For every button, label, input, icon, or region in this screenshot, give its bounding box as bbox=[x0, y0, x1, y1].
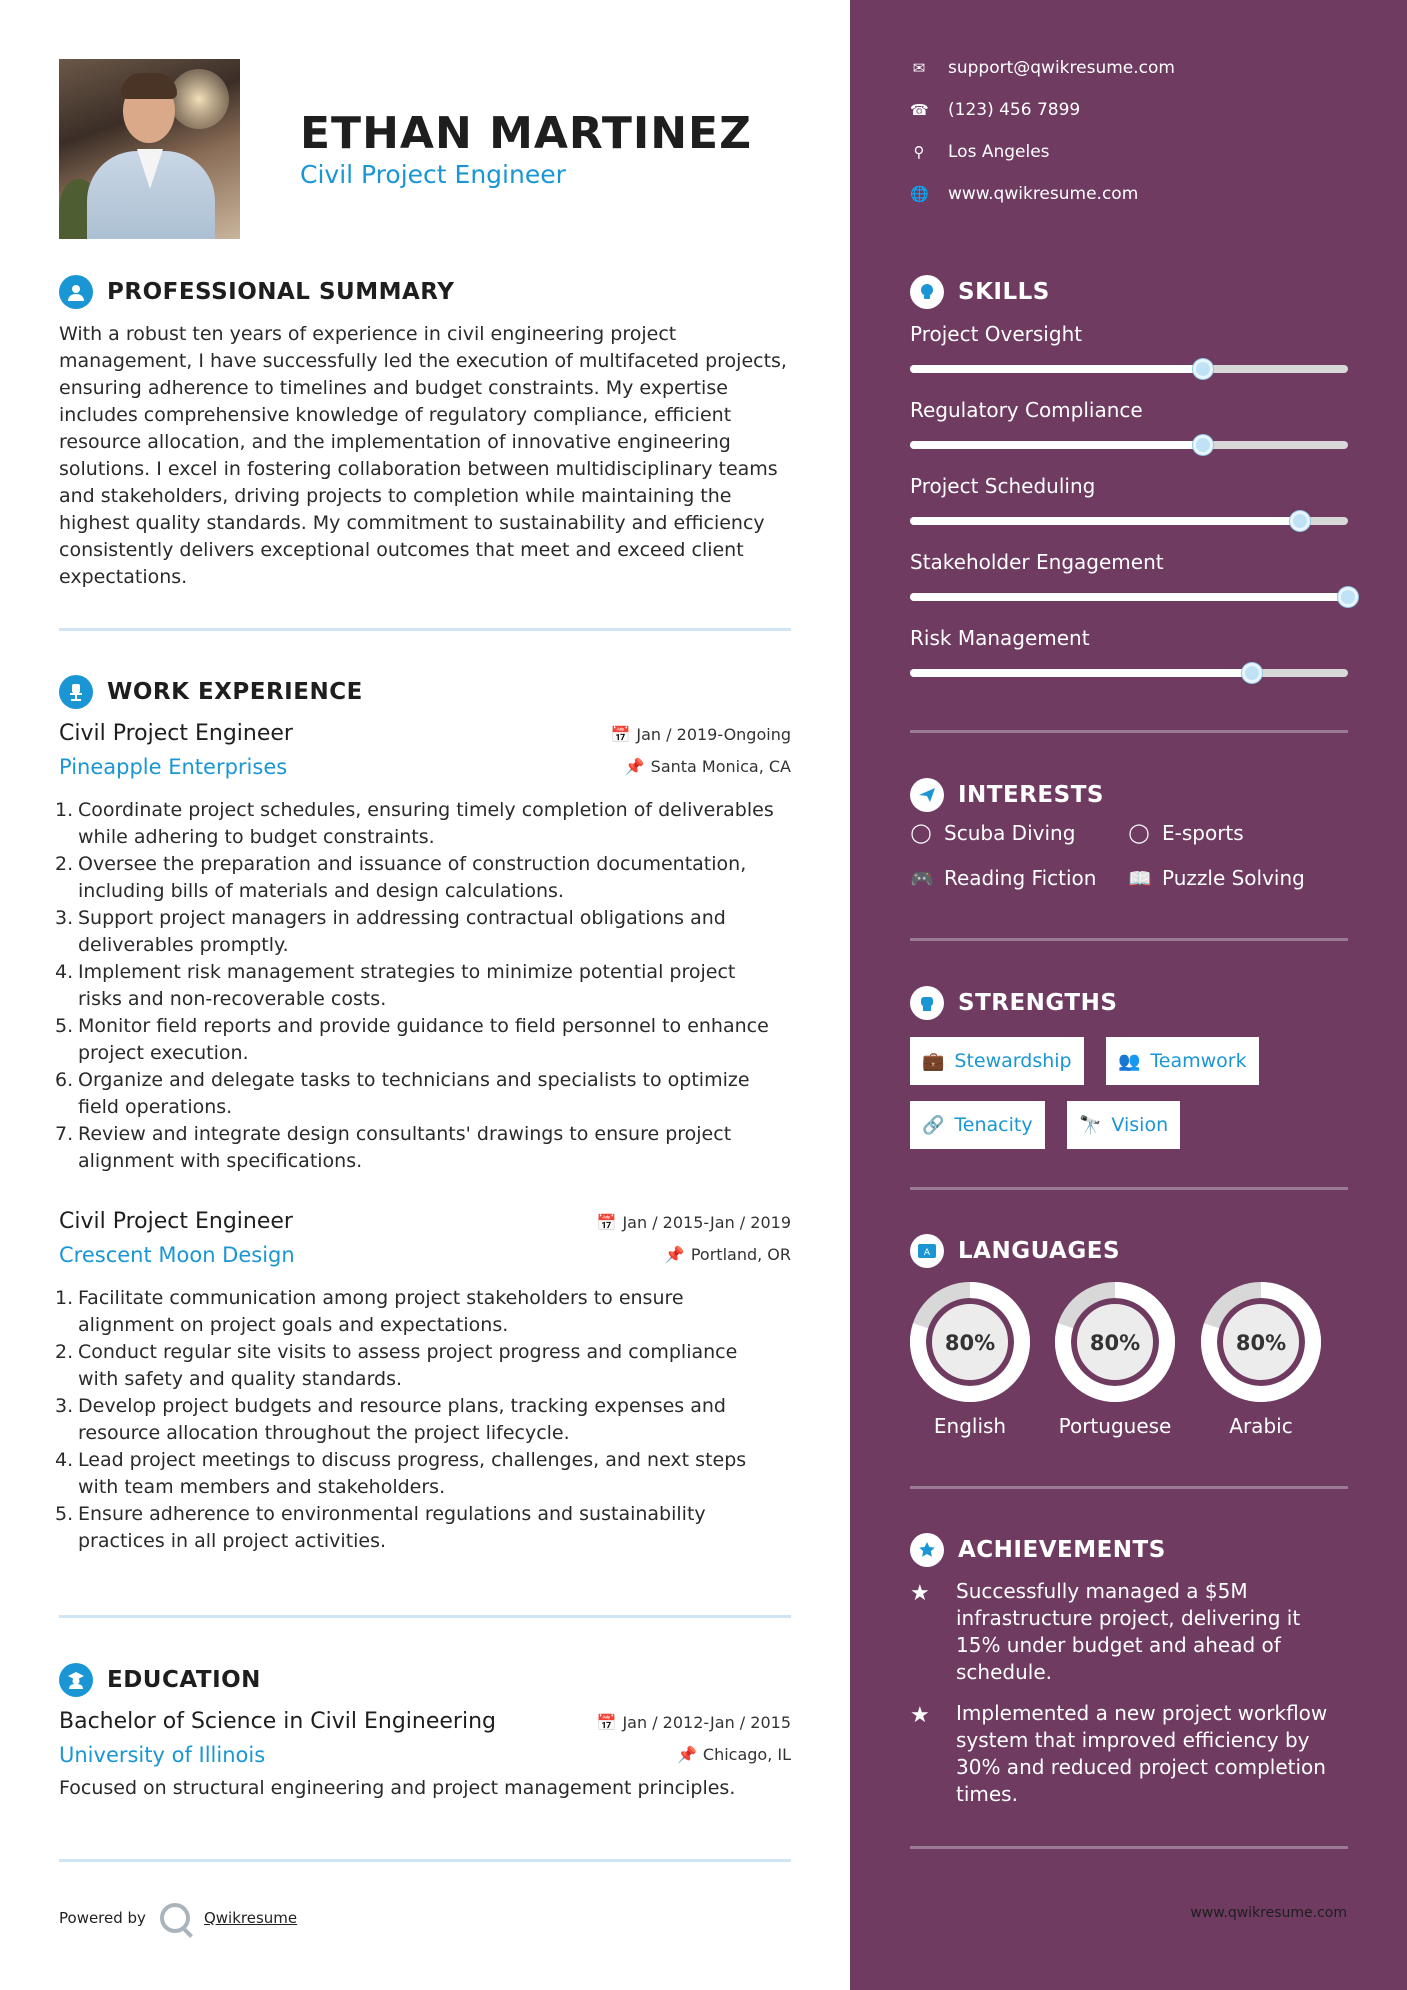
skill-knob bbox=[1290, 511, 1310, 531]
contact-location: ⚲ Los Angeles bbox=[910, 142, 1050, 162]
fist-icon bbox=[910, 986, 944, 1020]
strength-chip: 🔭 Vision bbox=[1067, 1101, 1180, 1149]
divider bbox=[59, 628, 791, 631]
book-icon: 📖 bbox=[1128, 867, 1152, 890]
job-date: 📅 Jan / 2019-Ongoing bbox=[610, 725, 791, 744]
skill-knob bbox=[1193, 359, 1213, 379]
link-icon: 🔗 bbox=[922, 1114, 945, 1136]
job-location: 📌 Santa Monica, CA bbox=[624, 757, 791, 776]
experience-heading: WORK EXPERIENCE bbox=[59, 675, 363, 709]
gamepad-icon: 🎮 bbox=[910, 867, 934, 890]
interest-item: 📖 Puzzle Solving bbox=[1128, 866, 1305, 890]
calendar-icon: 📅 bbox=[596, 1213, 617, 1232]
list-item: 4. Lead project meetings to discuss progress, challenges, and next steps with team members and stakeholders. bbox=[55, 1449, 747, 1498]
translate-icon bbox=[910, 1234, 944, 1268]
divider bbox=[910, 1187, 1348, 1190]
job-location: 📌 Portland, OR bbox=[664, 1245, 791, 1264]
skill-knob bbox=[1193, 435, 1213, 455]
powered-by: Powered by Qwikresume bbox=[59, 1903, 297, 1933]
list-item: 2. Conduct regular site visits to assess project progress and compliance with safety and quality standards. bbox=[55, 1341, 738, 1390]
binoculars-icon: 🔭 bbox=[1079, 1114, 1102, 1136]
list-item: 6. Organize and delegate tasks to technicians and specialists to optimize field operations. bbox=[55, 1069, 750, 1118]
summary-text: With a robust ten years of experience in civil engineering project management, I have successfully led the execution of multifaceted projects, ensuring adherence to timelines and budget constraints. My expertise includes comprehensive knowledge of regulatory compliance, efficient resource allocation, and the implementation of innovative engineering solutions. I excel in fostering collaboration between multidisciplinary teams and stakeholders, driving projects to completion while maintaining the highest quality standards. My commitment to sustainability and efficiency consistently delivers exceptional outcomes that meet and exceed client expectations. bbox=[59, 323, 787, 588]
list-item: 4. Implement risk management strategies to minimize potential project risks and non-recoverable costs. bbox=[55, 961, 736, 1010]
pin-icon: 📌 bbox=[624, 757, 645, 776]
svg-text:A: A bbox=[923, 1248, 931, 1258]
language-ring bbox=[1199, 1280, 1323, 1404]
divider bbox=[910, 1846, 1348, 1849]
globe-icon: 🌐 bbox=[910, 185, 929, 203]
strength-chip: 👥 Teamwork bbox=[1106, 1037, 1259, 1085]
list-item: 3. Develop project budgets and resource plans, tracking expenses and resource allocation throughout the project lifecycle. bbox=[55, 1395, 726, 1444]
phone-icon: ☎ bbox=[910, 101, 929, 119]
job-date: 📅 Jan / 2015-Jan / 2019 bbox=[596, 1213, 791, 1232]
pin-icon: 📌 bbox=[676, 1745, 697, 1764]
skill-item: Stakeholder Engagement bbox=[910, 550, 1348, 574]
achievement-item: ★ Successfully managed a $5M infrastructure project, delivering it 15% under budget and ahead of schedule. bbox=[910, 1579, 1301, 1684]
education-entry bbox=[59, 1709, 791, 1819]
candidate-name: ETHAN MARTINEZ bbox=[300, 108, 753, 159]
interest-item: 🎮 Reading Fiction bbox=[910, 866, 1097, 890]
skills-heading: SKILLS bbox=[910, 275, 1050, 309]
list-item: 2. Oversee the preparation and issuance of construction documentation, including bills of materials and design calculations. bbox=[55, 853, 747, 902]
map-marker-icon: ⚲ bbox=[913, 143, 925, 161]
contact-email[interactable]: ✉ support@qwikresume.com bbox=[910, 58, 1175, 78]
calendar-icon: 📅 bbox=[610, 725, 631, 744]
achievement-item: ★ Implemented a new project workflow system that improved efficiency by 30% and reduced project completion times. bbox=[910, 1701, 1328, 1806]
skill-item: Project Scheduling bbox=[910, 474, 1348, 498]
sidebar bbox=[850, 0, 1407, 1990]
paper-plane-icon bbox=[910, 778, 944, 812]
list-item: 7. Review and integrate design consultants' drawings to ensure project alignment with specifications. bbox=[55, 1123, 732, 1172]
interest-item: ◯ E-sports bbox=[1128, 821, 1244, 845]
star-icon: ★ bbox=[910, 1703, 930, 1728]
job-company: Crescent Moon Design bbox=[59, 1243, 295, 1267]
summary-heading: PROFESSIONAL SUMMARY bbox=[59, 275, 454, 309]
skill-item: Risk Management bbox=[910, 626, 1348, 650]
svg-text:80%: 80% bbox=[944, 1331, 996, 1355]
skill-bar bbox=[910, 365, 1348, 373]
job-bullets bbox=[55, 1285, 799, 1555]
language-ring bbox=[1053, 1280, 1177, 1404]
languages-heading: A LANGUAGES bbox=[910, 1234, 1120, 1268]
skill-bar bbox=[910, 517, 1348, 525]
contact-website[interactable]: 🌐 www.qwikresume.com bbox=[910, 184, 1139, 204]
language-item: 80% Portuguese bbox=[1053, 1280, 1177, 1438]
skill-knob bbox=[1338, 587, 1358, 607]
divider bbox=[910, 1486, 1348, 1489]
job-company: Pineapple Enterprises bbox=[59, 755, 288, 779]
user-icon bbox=[59, 275, 93, 309]
profile-photo bbox=[59, 59, 240, 239]
education-heading: EDUCATION bbox=[59, 1663, 261, 1697]
divider bbox=[59, 1615, 791, 1618]
skill-item: Project Oversight bbox=[910, 322, 1348, 346]
job-entry bbox=[55, 721, 791, 1181]
qwikresume-logo-icon bbox=[160, 1903, 190, 1933]
lightbulb-icon bbox=[910, 275, 944, 309]
svg-text:80%: 80% bbox=[1089, 1331, 1141, 1355]
envelope-icon: ✉ bbox=[912, 59, 926, 77]
list-item: 5. Monitor field reports and provide guidance to field personnel to enhance project execution. bbox=[55, 1015, 769, 1064]
interest-item: ◯ Scuba Diving bbox=[910, 821, 1076, 845]
graduate-icon bbox=[59, 1663, 93, 1697]
qwikresume-link[interactable]: Qwikresume bbox=[203, 1909, 298, 1927]
job-role: Civil Project Engineer bbox=[59, 1209, 293, 1234]
achievements-heading: ACHIEVEMENTS bbox=[910, 1533, 1166, 1567]
education-location: 📌 Chicago, IL bbox=[676, 1745, 791, 1764]
list-item: 1. Coordinate project schedules, ensuring timely completion of deliverables while adhering to budget constraints. bbox=[55, 799, 774, 848]
briefcase-icon: 💼 bbox=[922, 1050, 945, 1072]
skill-bar bbox=[910, 593, 1348, 601]
skill-bar bbox=[910, 669, 1348, 677]
pin-icon: 📌 bbox=[664, 1245, 685, 1264]
language-ring bbox=[908, 1280, 1032, 1404]
list-item: 3. Support project managers in addressing contractual obligations and deliverables promptly. bbox=[55, 907, 726, 956]
job-bullets bbox=[55, 797, 799, 1175]
education-description: Focused on structural engineering and project management principles. bbox=[59, 1777, 736, 1799]
skill-bar bbox=[910, 441, 1348, 449]
candidate-title: Civil Project Engineer bbox=[300, 160, 566, 189]
calendar-icon: 📅 bbox=[596, 1713, 617, 1732]
divider bbox=[910, 730, 1348, 733]
divider bbox=[910, 938, 1348, 941]
job-entry bbox=[55, 1209, 791, 1552]
job-role: Civil Project Engineer bbox=[59, 721, 293, 746]
strength-chip: 🔗 Tenacity bbox=[910, 1101, 1045, 1149]
strengths-heading: STRENGTHS bbox=[910, 986, 1117, 1020]
skill-item: Regulatory Compliance bbox=[910, 398, 1348, 422]
education-date: 📅 Jan / 2012-Jan / 2015 bbox=[596, 1713, 791, 1732]
life-ring-icon: ◯ bbox=[910, 822, 932, 844]
contact-phone[interactable]: ☎ (123) 456 7899 bbox=[910, 100, 1081, 120]
list-item: 5. Ensure adherence to environmental regulations and sustainability practices in all project activities. bbox=[55, 1503, 706, 1552]
chair-icon bbox=[59, 675, 93, 709]
footer-website[interactable]: www.qwikresume.com bbox=[1190, 1905, 1347, 1921]
degree: Bachelor of Science in Civil Engineering bbox=[59, 1709, 496, 1734]
life-ring-icon: ◯ bbox=[1128, 822, 1150, 844]
language-item: 80% Arabic bbox=[1199, 1280, 1323, 1438]
svg-text:80%: 80% bbox=[1235, 1331, 1287, 1355]
strength-chip: 💼 Stewardship bbox=[910, 1037, 1084, 1085]
skill-knob bbox=[1242, 663, 1262, 683]
list-item: 1. Facilitate communication among project stakeholders to ensure alignment on project goals and expectations. bbox=[55, 1287, 684, 1336]
star-badge-icon bbox=[910, 1533, 944, 1567]
language-item: 80% English bbox=[908, 1280, 1032, 1438]
school: University of Illinois bbox=[59, 1743, 266, 1767]
divider bbox=[59, 1859, 791, 1862]
users-icon: 👥 bbox=[1118, 1050, 1141, 1072]
interests-heading: INTERESTS bbox=[910, 778, 1104, 812]
star-icon: ★ bbox=[910, 1581, 930, 1606]
